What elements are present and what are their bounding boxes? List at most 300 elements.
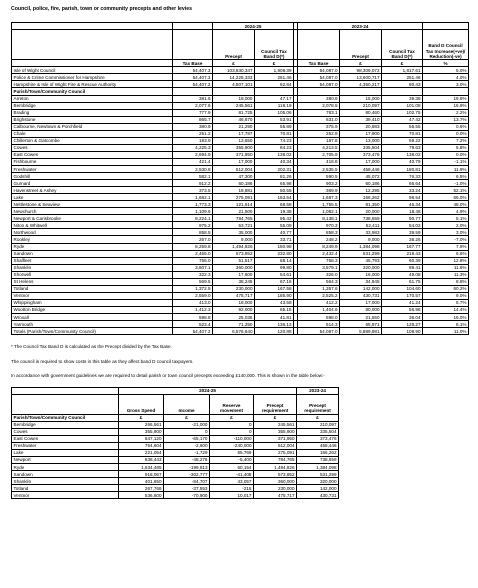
- cell-value: 547,120: [119, 435, 164, 442]
- cell-value: 14.4%: [423, 306, 469, 313]
- table-row: [12, 116, 469, 123]
- cell-value: 458,446: [340, 165, 382, 172]
- cell-value: 1,634,485: [119, 463, 164, 470]
- cell-value: 1,817.61: [382, 67, 423, 74]
- cell-value: 61.75: [382, 278, 423, 285]
- cell-value: 13,650: [213, 137, 255, 144]
- cell-value: 0: [210, 428, 254, 435]
- large-precepts-rows: [12, 421, 339, 499]
- cell-value: -7.0%: [423, 236, 469, 243]
- cell-value: 582.1: [173, 173, 213, 180]
- cell-value: 838,443: [119, 456, 164, 463]
- row-label: Fishbourne: [12, 158, 173, 165]
- row-label: Niton & Whitwell: [12, 222, 173, 229]
- cell-value: 9,000: [213, 236, 255, 243]
- cell-value: 10,017: [210, 492, 254, 499]
- cell-value: 371,950: [213, 151, 255, 158]
- cell-value: 13.7%: [423, 116, 469, 123]
- cell-value: 523.4: [173, 321, 213, 328]
- parish-heading: Parish/Town/Community Council: [12, 88, 173, 95]
- cell-value: 54,407.3: [173, 81, 213, 88]
- cell-value: 573,852: [213, 250, 255, 257]
- row-label: Havenstreet & Ashey: [12, 187, 173, 194]
- parish-precepts: [12, 95, 469, 328]
- cell-value: 39,410: [340, 116, 382, 123]
- cell-value: 598.8: [173, 313, 213, 320]
- table-row: [12, 306, 469, 313]
- cell-value: 918,067: [119, 471, 164, 478]
- cell-value: 80.43: [382, 81, 423, 88]
- cell-value: 335,504: [340, 144, 382, 151]
- cell-value: 40.79: [382, 158, 423, 165]
- cell-value: 53,721: [213, 222, 255, 229]
- row-label: Hampshire & Isle of Wight Fire & Rescue Authority: [12, 81, 173, 88]
- cell-value: 360,000: [254, 478, 297, 485]
- cell-value: 221,054: [119, 449, 164, 456]
- cell-value: 98.54: [382, 194, 423, 201]
- cell-value: -37,553: [164, 485, 210, 492]
- table-row: [12, 158, 469, 165]
- precepts-table: [11, 22, 469, 335]
- table-row: [12, 67, 469, 74]
- cell-value: 6.1%: [423, 321, 469, 328]
- table-row: [12, 428, 339, 435]
- page-title: Council, police, fire, parish, town or community precepts and other levies: [11, 6, 193, 12]
- cell-value: 76.33: [382, 173, 423, 180]
- cell-value: 6.5%: [423, 173, 469, 180]
- cell-value: 82.84: [255, 81, 294, 88]
- cell-value: 17,600: [213, 271, 255, 278]
- cell-value: 0: [164, 428, 210, 435]
- cell-value: 18,881: [213, 187, 255, 194]
- cell-value: 777.9: [173, 109, 213, 116]
- table-row: [12, 243, 469, 250]
- cell-value: 54.61: [255, 271, 294, 278]
- table-row: [12, 215, 469, 222]
- cell-value: 90.77: [382, 215, 423, 222]
- cell-value: 79.63: [382, 144, 423, 151]
- cell-value: 783.1: [298, 109, 340, 116]
- cell-value: 105.06: [255, 109, 294, 116]
- cell-value: 69.22: [382, 137, 423, 144]
- cell-value: 412.2: [298, 299, 340, 306]
- table-row: [12, 257, 469, 264]
- table-row: [12, 130, 469, 137]
- cell-value: 67.16: [255, 278, 294, 285]
- table-row: [12, 222, 469, 229]
- header-reserve: Reserve movement: [210, 394, 254, 414]
- cell-value: 138.02: [255, 151, 294, 158]
- cell-value: 1,384,098: [297, 463, 339, 470]
- table-row: [12, 492, 339, 499]
- cell-value: -110,000: [210, 435, 254, 442]
- row-label: Shorwell: [12, 271, 173, 278]
- cell-value: 754,604: [119, 442, 164, 449]
- cell-value: 590.5: [298, 173, 340, 180]
- row-label: Godshill: [12, 173, 173, 180]
- cell-value: 252.8: [298, 130, 340, 137]
- cell-value: 1,908.39: [255, 67, 294, 74]
- year-previous: 2023-24: [298, 23, 423, 30]
- cell-value: 18,000: [213, 95, 255, 102]
- cell-value: 12,295: [340, 187, 382, 194]
- cell-value: 167.58: [255, 285, 294, 292]
- cell-value: 55.89: [255, 123, 294, 130]
- table-row: [12, 285, 469, 292]
- row-label: Ventnor: [12, 492, 119, 499]
- cell-value: 39.38: [382, 95, 423, 102]
- cell-value: 5.8%: [423, 144, 469, 151]
- row-label: Bembridge: [12, 421, 119, 428]
- row-label: Totland: [12, 285, 173, 292]
- row-label: Freshwater: [12, 442, 119, 449]
- cell-value: 3,607.1: [173, 264, 213, 271]
- cell-value: 858.3: [298, 229, 340, 236]
- cell-value: 218.43: [382, 250, 423, 257]
- cell-value: 167.77: [382, 243, 423, 250]
- table-row: [12, 208, 469, 215]
- cell-value: 7.2%: [423, 137, 469, 144]
- cell-value: 60.2%: [423, 285, 469, 292]
- cell-value: 355,900: [254, 428, 297, 435]
- row-label: Freshwater: [12, 165, 173, 172]
- cell-value: 8,224.1: [173, 215, 213, 222]
- table-row: [12, 321, 469, 328]
- totals-row: [12, 328, 469, 335]
- cell-value: 373,476: [340, 151, 382, 158]
- cell-value: 38,245: [213, 278, 255, 285]
- cell-value: 18.48: [382, 208, 423, 215]
- cell-value: 210,097: [297, 421, 339, 428]
- cell-value: 51,517: [213, 257, 255, 264]
- cell-value: -84,707: [164, 478, 210, 485]
- cell-value: 2,077.6: [173, 102, 213, 109]
- cell-value: 41.24: [382, 299, 423, 306]
- cell-value: 11.0%: [423, 328, 469, 335]
- cell-value: 8,259.8: [173, 243, 213, 250]
- cell-value: 3.0%: [423, 81, 469, 88]
- precepts-table-header: 2024-25 2023-24 Precept Council Tax Band D(*) Precept Council Tax Band D(*) Band D Council Tax Increase(+ve)/ Reduction(-ve) Tax Base £ £ Tax Base £ £ %: [12, 23, 469, 67]
- row-label: Sandown: [12, 471, 119, 478]
- cell-value: -240,000: [210, 442, 254, 449]
- cell-value: 46.34: [382, 201, 423, 208]
- cell-value: 8,249.9: [298, 243, 340, 250]
- cell-value: 60,154: [210, 463, 254, 470]
- row-label: East Cowes: [12, 151, 173, 158]
- cell-value: 1,357.6: [298, 285, 340, 292]
- cell-value: 1,755.5: [298, 201, 340, 208]
- table-row: [12, 151, 469, 158]
- cell-value: 758.3: [298, 257, 340, 264]
- cell-value: 2,694.9: [173, 151, 213, 158]
- cell-value: 4.0%: [423, 74, 469, 81]
- cell-value: 2,535.5: [298, 165, 340, 172]
- cell-value: 21,550: [340, 313, 382, 320]
- cell-value: 54,407.3: [173, 67, 213, 74]
- header-band-d-prev: Council Tax Band D(*): [382, 30, 423, 60]
- cell-value: 65.98: [255, 180, 294, 187]
- cell-value: 858.5: [173, 229, 213, 236]
- cell-value: 326.0: [298, 271, 340, 278]
- cell-value: -1.0%: [423, 180, 469, 187]
- table-row: [12, 95, 469, 102]
- cell-value: 19.38: [255, 208, 294, 215]
- table-row: [12, 292, 469, 299]
- cell-value: -1,729: [164, 449, 210, 456]
- cell-value: 108.90: [382, 328, 423, 335]
- table-row: [12, 442, 339, 449]
- cell-value: 230,000: [254, 485, 297, 492]
- cell-value: 142,000: [340, 285, 382, 292]
- cell-value: 12.8%: [423, 257, 469, 264]
- cell-value: 266,561: [119, 421, 164, 428]
- cell-value: 738,659: [297, 456, 339, 463]
- cell-value: 89.41: [382, 264, 423, 271]
- cell-value: 54,087.0: [298, 67, 340, 74]
- cell-value: 13,000: [340, 137, 382, 144]
- header-precept-prev: Precept: [340, 30, 382, 60]
- cell-value: -2,600: [164, 442, 210, 449]
- cell-value: 55.09: [255, 222, 294, 229]
- cell-value: 20,883: [340, 123, 382, 130]
- cell-value: 6,576,640: [213, 328, 255, 335]
- row-label: Ryde: [12, 243, 173, 250]
- cell-value: -48,276: [164, 456, 210, 463]
- cell-value: 66.0%: [423, 194, 469, 201]
- cell-value: 15,000: [340, 95, 382, 102]
- cell-value: 912.2: [173, 180, 213, 187]
- row-label: Cowes: [12, 144, 173, 151]
- cell-value: 19.8%: [423, 95, 469, 102]
- row-label: Lake: [12, 449, 119, 456]
- cell-value: 34,845: [340, 278, 382, 285]
- cell-value: 573,852: [254, 471, 297, 478]
- header-precept-req-prev: Precept requirement: [297, 394, 339, 414]
- row-label: Yarmouth: [12, 321, 173, 328]
- table-row: [12, 264, 469, 271]
- row-label: Brighstone: [12, 116, 173, 123]
- cell-value: 40.34: [255, 158, 294, 165]
- header-income: Income: [164, 394, 210, 414]
- cell-value: 0.6%: [423, 123, 469, 130]
- cell-value: 369.9: [298, 187, 340, 194]
- cell-value: 21,290: [213, 123, 255, 130]
- cell-value: 230,000: [213, 285, 255, 292]
- cell-value: 11.9%: [423, 165, 469, 172]
- cell-value: 320,000: [297, 478, 339, 485]
- row-label: Police & Crime Commissioner for Hampshire: [12, 74, 173, 81]
- cell-value: 16.0%: [423, 313, 469, 320]
- cell-value: 275,091: [213, 194, 255, 201]
- cell-value: -21,000: [164, 421, 210, 428]
- cell-value: 55,769: [210, 449, 254, 456]
- cell-value: 512,004: [213, 165, 255, 172]
- table-row: [12, 144, 469, 151]
- cell-value: 430,731: [340, 292, 382, 299]
- cell-value: 17,787: [213, 130, 255, 137]
- cell-value: 46,670: [213, 116, 255, 123]
- cell-value: 1,082.1: [298, 208, 340, 215]
- cell-value: 1,109.6: [173, 208, 213, 215]
- header-tax-base: Tax Base: [173, 60, 213, 67]
- cell-value: 1,412.3: [173, 306, 213, 313]
- row-label: Arreton: [12, 95, 173, 102]
- table-row: [12, 299, 469, 306]
- cell-value: 8,138.1: [298, 215, 340, 222]
- cell-value: 4,507,101: [213, 81, 255, 88]
- cell-value: 475,717: [254, 492, 297, 499]
- cell-value: 5,889,881: [340, 328, 382, 335]
- cell-value: 380.9: [298, 95, 340, 102]
- t2-header-name: Parish/Town/Community Council: [12, 414, 119, 421]
- table-row: [12, 463, 339, 470]
- table-row: [12, 328, 469, 335]
- cell-value: 267.0: [173, 236, 213, 243]
- cell-value: 118.19: [255, 102, 294, 109]
- cell-value: 41.81: [255, 313, 294, 320]
- table-row: [12, 229, 469, 236]
- table-row: [12, 74, 469, 81]
- cell-value: 320,000: [340, 264, 382, 271]
- cell-value: 0.0%: [423, 151, 469, 158]
- cell-value: 3.0%: [423, 229, 469, 236]
- cell-value: 74.23: [255, 137, 294, 144]
- cell-value: 13,600,717: [340, 74, 382, 81]
- cell-value: 163.54: [255, 194, 294, 201]
- table-row: [12, 123, 469, 130]
- table-row: [12, 173, 469, 180]
- cell-value: 2,525.2: [298, 292, 340, 299]
- cell-value: 68.14: [255, 257, 294, 264]
- cell-value: 322.3: [173, 271, 213, 278]
- cell-value: 355,900: [119, 428, 164, 435]
- cell-value: 380.9: [173, 123, 213, 130]
- cell-value: 251.2: [173, 130, 213, 137]
- cell-value: 45,793: [340, 257, 382, 264]
- cell-value: 11.6%: [423, 264, 469, 271]
- cell-value: 2,705.9: [298, 151, 340, 158]
- table-row: [12, 201, 469, 208]
- cell-value: 43,057: [210, 478, 254, 485]
- cell-value: 47,300: [213, 173, 255, 180]
- cell-value: 536,600: [119, 492, 164, 499]
- table-row: [12, 421, 339, 428]
- row-label: Chillerton & Gatcombe: [12, 137, 173, 144]
- cell-value: 81,725: [213, 109, 255, 116]
- cell-value: 54,087.0: [298, 328, 340, 335]
- table-row: [12, 137, 469, 144]
- note-costs: The council is required to show costs in this table as they affect band D council taxpayers.: [11, 358, 194, 364]
- cell-value: 81.26: [255, 173, 294, 180]
- cell-value: 373.5: [173, 187, 213, 194]
- cell-value: 2,465.0: [173, 250, 213, 257]
- cell-value: 166,262: [340, 194, 382, 201]
- cell-value: 1,494,826: [213, 243, 255, 250]
- cell-value: 17,900: [340, 130, 382, 137]
- cell-value: 416.8: [298, 158, 340, 165]
- cell-value: 68.58: [255, 201, 294, 208]
- row-label: Newport & Carisbrooke: [12, 215, 173, 222]
- cell-value: -5,400: [210, 456, 254, 463]
- cell-value: 2,530.8: [173, 165, 213, 172]
- cell-value: 458,446: [297, 442, 339, 449]
- table-row: [12, 435, 339, 442]
- row-label: Shanklin: [12, 478, 119, 485]
- cell-value: 40.77: [255, 229, 294, 236]
- cell-value: 7.9%: [423, 243, 469, 250]
- cell-value: 170.57: [382, 292, 423, 299]
- row-label: Gurnard: [12, 180, 173, 187]
- cell-value: 17,000: [340, 299, 382, 306]
- cell-value: 261.46: [255, 74, 294, 81]
- table-row: [12, 485, 339, 492]
- row-label: Whippingham: [12, 299, 173, 306]
- row-label: Lake: [12, 194, 173, 201]
- cell-value: 47.17: [255, 95, 294, 102]
- cell-value: 5.1%: [423, 215, 469, 222]
- table-row: [12, 81, 469, 88]
- cell-value: 187.8: [298, 137, 340, 144]
- row-label: Cowes: [12, 428, 119, 435]
- cell-value: 54.02: [382, 222, 423, 229]
- row-label: Isle of Wight Council: [12, 67, 173, 74]
- cell-value: 60,186: [340, 180, 382, 187]
- cell-value: 5.0%: [423, 67, 469, 74]
- row-label: Brading: [12, 109, 173, 116]
- row-label: Wootton Bridge: [12, 306, 173, 313]
- cell-value: 569.5: [173, 278, 213, 285]
- cell-value: 36.26: [382, 236, 423, 243]
- note-band-d: * The Council Tax Band D is calculated as the Precept divided by the Tax Base.: [11, 344, 172, 350]
- cell-value: -70,900: [164, 492, 210, 499]
- t2-year-current: 2024-25: [119, 387, 297, 394]
- cell-value: 564.3: [298, 278, 340, 285]
- cell-value: 102.75: [382, 109, 423, 116]
- cell-value: 60,186: [213, 180, 255, 187]
- cell-value: 267,768: [119, 485, 164, 492]
- cell-value: -1.1%: [423, 158, 469, 165]
- cell-value: 128.27: [382, 321, 423, 328]
- table-row: [12, 102, 469, 109]
- cell-value: 54,087.0: [298, 74, 340, 81]
- row-label: Wroxall: [12, 313, 173, 320]
- cell-value: 6.6%: [423, 250, 469, 257]
- cell-value: 33.24: [382, 187, 423, 194]
- cell-value: 50.55: [255, 187, 294, 194]
- cell-value: 401,650: [119, 478, 164, 485]
- row-label: Nettlestone & Seaview: [12, 201, 173, 208]
- row-label: Ryde: [12, 463, 119, 470]
- row-label: Newchurch: [12, 208, 173, 215]
- row-label: Shanklin: [12, 264, 173, 271]
- cell-value: -41,408: [210, 471, 254, 478]
- table-row: [12, 449, 339, 456]
- cell-value: 3,579.1: [298, 264, 340, 271]
- year-current: 2024-25: [213, 23, 294, 30]
- table-row: [12, 194, 469, 201]
- cell-value: 245,561: [213, 102, 255, 109]
- cell-value: 430,731: [297, 492, 339, 499]
- cell-value: 512,004: [254, 442, 297, 449]
- row-label: St Helens: [12, 278, 173, 285]
- cell-value: 56.96: [382, 306, 423, 313]
- cell-value: 210,097: [340, 102, 382, 109]
- cell-value: 142,000: [297, 485, 339, 492]
- cell-value: 784,765: [254, 456, 297, 463]
- cell-value: 2.2%: [423, 109, 469, 116]
- cell-value: 71,250: [213, 321, 255, 328]
- row-label: Newport: [12, 456, 119, 463]
